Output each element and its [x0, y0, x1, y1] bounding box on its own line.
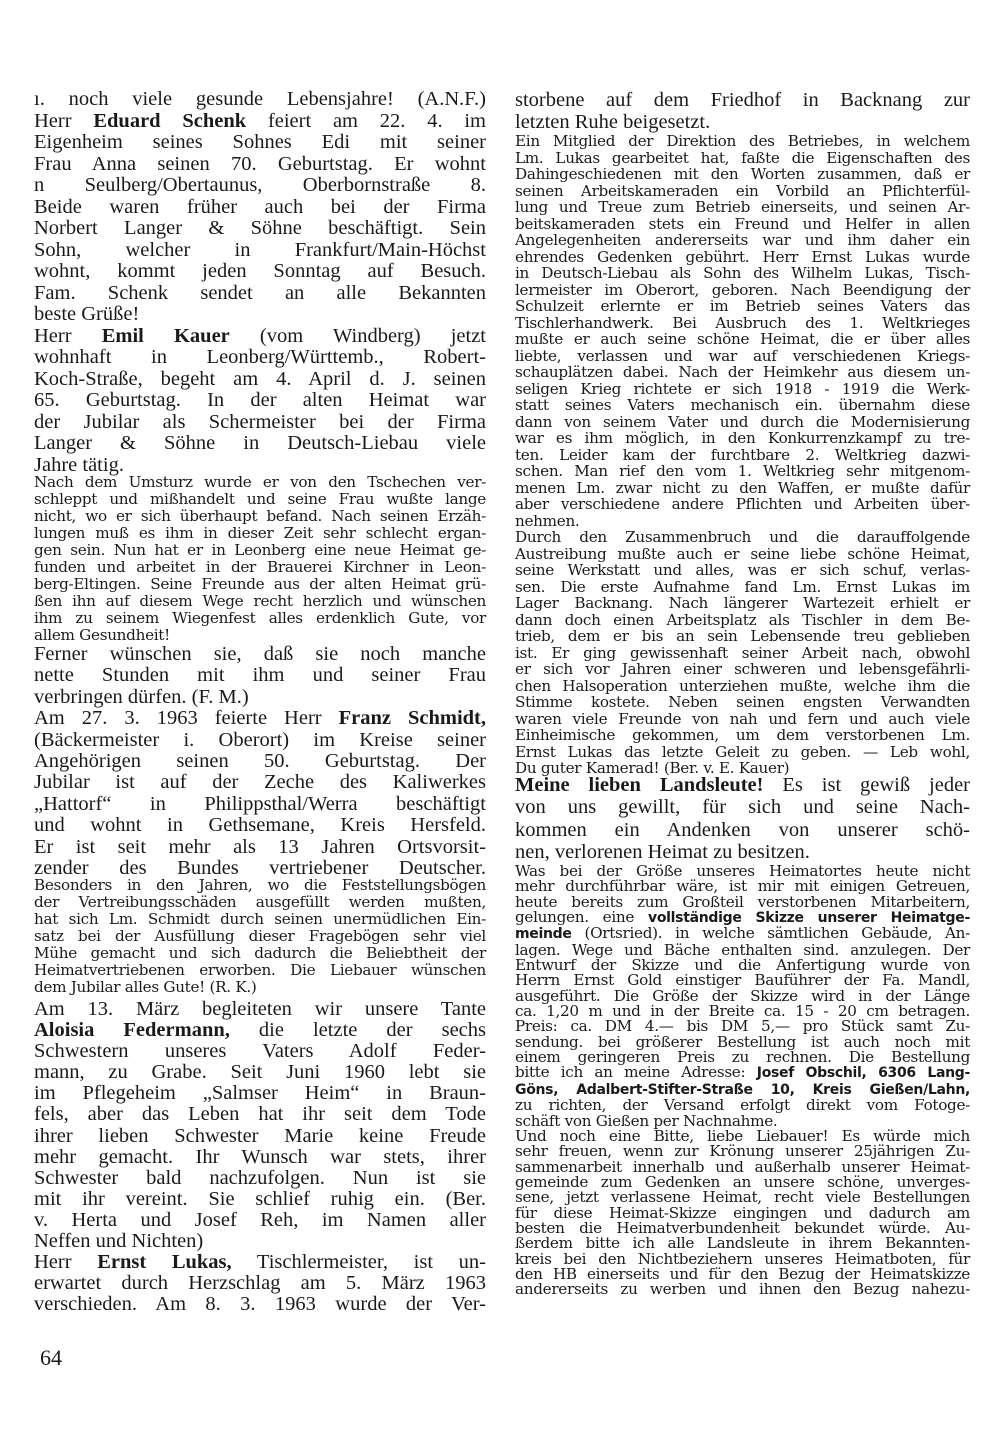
- text-run: Koch-Straße, begeht am 4. April d. J. seinen: [34, 367, 486, 390]
- text-run: Er ist seit mehr als 13 Jahren Ortsvorsit-: [34, 835, 486, 858]
- text-run: Schwester bald nachzufolgen. Nun ist sie: [34, 1166, 486, 1189]
- article-text-col1: [34, 999, 486, 1315]
- text-line: [34, 794, 486, 815]
- text-run: Lager Backnang. Nach längerer Wartezeit erhielt er: [515, 594, 970, 612]
- text-run: lermeister im Oberort, geboren. Nach Beendigung der: [515, 280, 970, 299]
- text-run: schleppt und mißhandelt und seine Frau wußte lange: [34, 490, 486, 508]
- text-line: [515, 463, 970, 480]
- text-run: verbringen dürfen. (F. M.): [34, 685, 249, 708]
- text-run: dann doch einen Arbeitsplatz als Tischler in dem Be-: [515, 610, 970, 629]
- text-line: [515, 199, 970, 216]
- text-run: er sich vor Jahren einer schweren und lebensgefährli-: [515, 660, 970, 678]
- text-line: [34, 730, 486, 751]
- text-run: aber verschiedene andere Pflichten und Arbeiten über-: [515, 495, 970, 513]
- article-smallprint-col1: [34, 474, 486, 644]
- text-run: Angehörigen seinen 50. Geburtstag. Der: [34, 750, 486, 773]
- text-line: [515, 529, 970, 546]
- text-line: [515, 381, 970, 398]
- text-line: [34, 999, 486, 1020]
- text-line: [34, 894, 486, 911]
- text-line: [515, 480, 970, 497]
- text-run: Tischlermeister, ist un-: [231, 1251, 486, 1274]
- text-run: mehr gemacht. Ihr Wunsch war stets, ihrer: [34, 1145, 486, 1168]
- text-line: [34, 945, 486, 962]
- text-run: Norbert Langer & Söhne beschäftigt. Sein: [34, 217, 486, 239]
- text-run: Jahre tätig.: [34, 453, 124, 476]
- bold-text-run: Göns, Adalbert-Stifter-Straße 10, Kreis Gießen/Lahn,: [515, 1081, 970, 1098]
- text-line: [34, 175, 486, 197]
- text-line: [34, 89, 486, 111]
- article-text-col2: [515, 774, 970, 863]
- text-run: Ein Mitglied der Direktion des Betriebes, in welchem: [515, 132, 970, 150]
- text-line: [34, 197, 486, 219]
- text-run: im Pflegeheim „Salmser Heim“ in Braun-: [34, 1082, 486, 1105]
- text-run: Herrn Ernst Gold einstiger Bauführer der Fa. Mandl,: [515, 971, 970, 990]
- text-run: v. Herta und Josef Reh, im Namen aller: [34, 1208, 486, 1231]
- text-run: beitskameraden stets ein Freund und Helfer in allen: [515, 214, 970, 233]
- text-line: [34, 390, 486, 412]
- text-run: Herr: [34, 109, 94, 132]
- text-line: [515, 216, 970, 233]
- text-line: [515, 744, 970, 761]
- text-line: [34, 815, 486, 836]
- text-line: [515, 111, 970, 133]
- text-line: [515, 133, 970, 150]
- text-run: Herr: [34, 1251, 98, 1274]
- article-text-col1: [34, 89, 486, 476]
- text-run: Beide waren früher auch bei der Firma: [34, 195, 486, 218]
- text-run: schen. Man rief den vom 1. Weltkrieg sehr mitgenom-: [515, 462, 970, 480]
- text-run: nen, verlorenen Heimat zu besitzen.: [515, 840, 810, 863]
- text-line: [34, 474, 486, 491]
- text-line: [515, 595, 970, 612]
- text-run: Was bei der Größe unseres Heimatortes heute nicht: [515, 862, 970, 880]
- text-run: Durch den Zusammenbruch und die darauffolgende: [515, 528, 970, 546]
- text-run: schäft von Gießen per Nachnahme.: [515, 1111, 778, 1130]
- text-run: seinen Arbeitskameraden ein Vorbild an Pflichterfül-: [515, 181, 970, 200]
- text-run: Schwestern unseres Vaters Adolf Feder-: [34, 1040, 486, 1063]
- text-line: [515, 364, 970, 381]
- text-run: Einheimische gekommen, um dem verstorbenen Lm.: [515, 726, 970, 744]
- text-line: [34, 593, 486, 610]
- text-line: [34, 911, 486, 928]
- text-run: ausgeführt. Die Größe der Skizze wird in der Länge: [515, 986, 970, 1005]
- text-run: gen sein. Nun hat er in Leonberg eine neue Heimat ge-: [34, 541, 486, 559]
- text-run: ca. 1,20 m und in der Breite ca. 15 - 20 cm betragen.: [515, 1002, 970, 1021]
- text-run: mann, zu Grabe. Seit Juni 1960 lebt sie: [34, 1061, 486, 1084]
- text-run: seine Werkstatt und alles, was er sich schuf, verlas-: [515, 561, 970, 579]
- text-run: der Jubilar als Schermeister bei der Firma: [34, 410, 486, 433]
- text-line: [34, 1126, 486, 1147]
- text-run: war es ihm möglich, in den Konkurrenzkampf zu tre-: [515, 429, 970, 447]
- text-line: [515, 265, 970, 282]
- bold-text-run: Ernst Lukas,: [97, 1251, 232, 1274]
- text-run: Am 27. 3. 1963 feierte Herr: [34, 707, 339, 730]
- text-run: der Vertreibungsschäden ausgefüllt werden mußten,: [34, 893, 486, 911]
- text-run: Am 13. März begleiteten wir unsere Tante: [34, 998, 486, 1020]
- text-line: [34, 979, 486, 996]
- text-line: [515, 727, 970, 744]
- text-run: von uns gewillt, für sich und seine Nach-: [515, 796, 970, 819]
- text-run: n Seulberg/Obertaunus, Oberbornstraße 8.: [34, 174, 486, 196]
- text-run: Nach dem Umsturz wurde er von den Tschechen ver-: [34, 473, 486, 491]
- text-line: [515, 774, 970, 796]
- text-run: ßerdem bitte ich alle Landsleute in ihrem Bekannten-: [515, 1234, 970, 1253]
- text-run: Herr: [34, 324, 102, 347]
- text-line: [515, 232, 970, 249]
- text-line: [34, 1294, 486, 1315]
- text-run: hat sich Lm. Schmidt durch seinen unermüdlichen Ein-: [34, 910, 486, 928]
- text-run: kommen ein Andenken von unserer schö-: [515, 818, 970, 841]
- text-run: bitte ich an meine Adresse:: [515, 1063, 757, 1082]
- text-line: [34, 1104, 486, 1125]
- text-run: lungen muß es ihm in dieser Zeit sehr schlecht ergan-: [34, 524, 486, 542]
- text-run: sene, jetzt verlassene Heimat, recht viele Bestellungen: [515, 1188, 970, 1207]
- text-run: sammenarbeit innerhalb und außerhalb unserer Heimat-: [515, 1157, 970, 1176]
- bold-text-run: Aloisia Federmann,: [34, 1019, 230, 1042]
- text-run: letzten Ruhe beigesetzt.: [515, 111, 711, 133]
- text-line: [515, 1065, 970, 1081]
- article-smallprint-col1: [34, 877, 486, 996]
- text-run: ehrendes Gedenken gebührt. Herr Ernst Lukas wurde: [515, 247, 970, 266]
- text-run: Lm. Lukas gearbeitet hat, faßte die Eigenschaften des: [515, 148, 970, 167]
- text-line: [34, 1062, 486, 1083]
- text-run: allem Gesundheit!: [34, 626, 170, 644]
- article-text-col1: [34, 644, 486, 879]
- text-run: feiert am 22. 4. im: [246, 109, 486, 132]
- text-run: Fam. Schenk sendet an alle Bekannten: [34, 281, 486, 304]
- text-run: dann von seinem Vater und durch die Modernisierung: [515, 412, 970, 431]
- text-run: mehr durchführbar wäre, ist mir mit einigen Getreuen,: [515, 877, 970, 896]
- text-run: ihrer lieben Schwester Marie keine Freude: [34, 1124, 486, 1147]
- text-line: [34, 326, 486, 348]
- text-run: besten die Heimatverbundenheit bekundet würde. Au-: [515, 1218, 970, 1237]
- text-line: [34, 1147, 486, 1168]
- text-line: [515, 661, 970, 678]
- text-run: ı. noch viele gesunde Lebensjahre! (A.N.F.): [34, 88, 486, 110]
- text-run: Besonders in den Jahren, wo die Feststellungsbögen: [34, 876, 486, 894]
- text-line: [515, 430, 970, 447]
- text-line: [515, 678, 970, 695]
- text-line: [515, 562, 970, 579]
- text-line: [34, 369, 486, 391]
- text-line: [34, 1041, 486, 1062]
- text-run: Tischlerhandwerk. Bei Ausbruch des 1. Weltkrieges: [515, 313, 970, 332]
- text-line: [515, 166, 970, 183]
- text-run: den HB einerseits und für den Bezug der Heimatskizze: [515, 1264, 970, 1283]
- text-line: [34, 1168, 486, 1189]
- text-line: [34, 928, 486, 945]
- text-run: gelungen. eine: [515, 908, 649, 927]
- text-run: Ferner wünschen sie, daß sie noch manche: [34, 643, 486, 665]
- article-smallprint-col2: [515, 133, 970, 777]
- text-line: [515, 841, 970, 863]
- text-line: [34, 644, 486, 665]
- text-line: [515, 579, 970, 596]
- text-run: statt seines Vaters mechanisch ein. übernahm diese: [515, 396, 970, 414]
- text-run: Du guter Kamerad! (Ber. v. E. Kauer): [515, 759, 790, 777]
- text-run: verschieden. Am 8. 3. 1963 wurde der Ver-: [34, 1293, 486, 1316]
- text-line: [515, 819, 970, 841]
- text-run: Stimme kostete. Neben seinen engsten Verwandten: [515, 693, 970, 711]
- text-line: [34, 283, 486, 305]
- text-run: Entwurf der Skizze und die Anfertigung wurde von: [515, 956, 970, 975]
- text-run: zu richten, der Versand erfolgt direkt vom Fotoge-: [515, 1096, 970, 1115]
- text-line: [515, 348, 970, 365]
- text-run: liebte, verlassen und war auf verschiedenen Kriegs-: [515, 346, 970, 365]
- text-line: [515, 331, 970, 348]
- text-run: Schulzeit erlernte er im Betrieb seines Vaters das: [515, 297, 970, 315]
- text-line: [515, 612, 970, 629]
- text-line: [34, 962, 486, 979]
- text-run: schauplätzen dabei. Nach der Heimkehr aus diesem un-: [515, 363, 970, 381]
- text-run: beste Grüße!: [34, 303, 140, 325]
- text-run: ihm zu seinem Wiegenfest alles erdenklich Gute, vor: [34, 609, 486, 627]
- text-line: [34, 218, 486, 240]
- text-run: die letzte der sechs: [229, 1019, 486, 1042]
- text-run: sen. Die erste Aufnahme fand Lm. Ernst Lukas im: [515, 577, 970, 596]
- text-line: [34, 412, 486, 434]
- text-run: ßen ihn auf diesem Wege recht herzlich und wünschen: [34, 592, 486, 610]
- text-run: dem Jubilar alles Gute! (R. K.): [34, 978, 257, 996]
- text-line: [34, 1231, 486, 1252]
- text-run: (Ortsried). in welche sämtlichen Gebäude, An-: [571, 924, 970, 943]
- text-line: [515, 414, 970, 431]
- bold-text-run: Meine lieben Landsleute!: [515, 774, 764, 796]
- text-line: [34, 772, 486, 793]
- bold-text-run: vollständige Skizze unserer Heimatge-: [648, 910, 970, 927]
- text-line: [34, 1083, 486, 1104]
- text-line: [34, 1020, 486, 1041]
- text-run: wohnhaft in Leonberg/Württemb., Robert-: [34, 346, 486, 368]
- text-line: [515, 1282, 970, 1297]
- text-run: Langer & Söhne in Deutsch-Liebau viele: [34, 432, 486, 454]
- text-line: [515, 282, 970, 299]
- text-run: chen Halsoperation unterziehen mußte, welche ihm die: [515, 676, 970, 695]
- article-text-col2: [515, 89, 970, 133]
- text-run: gemeinde zum Gedenken an unsere schöne, unverges-: [515, 1172, 970, 1191]
- text-line: [515, 513, 970, 530]
- text-line: [34, 559, 486, 576]
- text-run: (vom Windberg) jetzt: [229, 324, 486, 347]
- text-run: Angelegenheiten andererseits war und ihm daher ein: [515, 231, 970, 249]
- text-line: [34, 708, 486, 729]
- text-run: Dahingeschiedenen mit den Worten zusammen, daß er: [515, 165, 970, 183]
- text-run: Mühe gemacht und sich dadurch die Beliebtheit der: [34, 944, 486, 962]
- text-line: [515, 546, 970, 563]
- text-line: [34, 576, 486, 593]
- text-run: sehr freuen, wenn zur Krönung unserer 25jährigen Zu-: [515, 1142, 970, 1161]
- text-run: Ernst Lukas das letzte Geleit zu geben. — Leb wohl,: [515, 742, 970, 761]
- text-run: „Hattorf“ in Philippsthal/Werra beschäftigt: [34, 792, 486, 815]
- page-number: 64: [40, 1345, 62, 1370]
- text-run: Jubilar ist auf der Zeche des Kaliwerkes: [34, 771, 486, 794]
- text-line: [34, 347, 486, 369]
- bold-text-run: Josef Obschil, 6306 Lang-: [756, 1065, 970, 1082]
- text-line: [34, 240, 486, 262]
- text-run: wohnt, kommt jeden Sonntag auf Besuch.: [34, 260, 486, 282]
- text-run: satz bei der Ausfüllung dieser Fragebögen sehr viel: [34, 927, 486, 945]
- text-line: [34, 132, 486, 154]
- text-line: [34, 837, 486, 858]
- text-run: heute bereits zum Großteil verstorbenen Mitarbeitern,: [515, 892, 970, 911]
- text-run: und wohnt in Gethsemane, Kreis Hersfeld.: [34, 814, 486, 837]
- text-run: (Bäckermeister i. Oberort) im Kreise seiner: [34, 728, 486, 751]
- text-run: waren viele Freunde von nah und fern und auch viele: [515, 709, 970, 728]
- text-line: [515, 496, 970, 513]
- text-run: sendung. bei größerer Bestellung ist auch noch mit: [515, 1032, 970, 1051]
- text-line: [34, 111, 486, 133]
- text-run: trieb, dem er bis an sein Lebensende treu geblieben: [515, 627, 970, 645]
- text-run: mußte er auch seine schöne Heimat, die er über alles: [515, 330, 970, 348]
- text-line: [515, 694, 970, 711]
- text-line: [515, 249, 970, 266]
- text-line: [515, 397, 970, 414]
- text-line: [515, 150, 970, 167]
- text-run: Frau Anna seinen 70. Geburtstag. Er wohnt: [34, 152, 486, 175]
- text-run: nette Stunden mit ihm und seiner Frau: [34, 664, 486, 687]
- text-run: Austreibung mußte auch er seine liebe schöne Heimat,: [515, 544, 970, 563]
- text-run: 65. Geburtstag. In der alten Heimat war: [34, 389, 486, 411]
- text-run: zender des Bundes vertriebener Deutscher.: [34, 857, 486, 880]
- text-run: fels, aber das Leben hat ihr seit dem Tode: [34, 1103, 486, 1126]
- text-line: [34, 304, 486, 326]
- text-line: [34, 627, 486, 644]
- text-line: [515, 315, 970, 332]
- text-line: [515, 298, 970, 315]
- text-line: [34, 610, 486, 627]
- text-run: erwartet durch Herzschlag am 5. März 1963: [34, 1272, 486, 1295]
- text-run: Preis: ca. DM 4.— bis DM 5,— pro Stück samt Zu-: [515, 1017, 970, 1036]
- article-smallprint-col2: [515, 864, 970, 1298]
- bold-text-run: meinde: [515, 926, 572, 943]
- text-run: menen Lm. zwar nicht zu den Waffen, er mußte dafür: [515, 478, 970, 497]
- text-run: Neffen und Nichten): [34, 1230, 204, 1253]
- text-line: [34, 1189, 486, 1210]
- text-run: Es ist gewiß jeder: [763, 774, 970, 796]
- text-line: [515, 645, 970, 662]
- text-line: [34, 433, 486, 455]
- text-run: kreis bei den Nichtbeziehern unseres Heimatboten, für: [515, 1249, 970, 1268]
- text-run: funden und arbeitet in der Brauerei Kirchner in Leon-: [34, 558, 486, 576]
- text-run: einem geringeren Preis zu rechnen. Die Bestellung: [515, 1048, 970, 1067]
- text-run: mit ihr vereint. Sie schlief ruhig ein. (Ber.: [34, 1187, 486, 1210]
- text-run: lagen. Wege und Bäche enthalten sind. anzulegen. Der: [515, 940, 970, 959]
- text-line: [34, 542, 486, 559]
- text-line: [34, 877, 486, 894]
- text-line: [34, 1210, 486, 1231]
- text-line: [34, 665, 486, 686]
- text-run: andererseits zu werben und ihnen den Bezug nahezu-: [515, 1280, 970, 1299]
- bold-text-run: Franz Schmidt,: [338, 707, 486, 730]
- bold-text-run: Eduard Schenk: [93, 109, 247, 132]
- text-run: Und noch eine Bitte, liebe Liebauer! Es würde mich: [515, 1126, 970, 1145]
- text-run: für diese Heimat-Skizze eingingen und dadurch am: [515, 1203, 970, 1222]
- text-run: nicht, wo er sich überhaupt befand. Nach seinen Erzäh-: [34, 507, 486, 525]
- text-run: Heimatvertriebenen erworben. Die Liebauer wünschen: [34, 961, 486, 979]
- text-line: [515, 183, 970, 200]
- text-run: lung und Treue zum Betrieb einerseits, und seinen Ar-: [515, 198, 970, 216]
- text-run: seligen Krieg richtete er sich 1918 - 1919 die Werk-: [515, 379, 970, 398]
- text-line: [34, 491, 486, 508]
- bold-text-run: Emil Kauer: [101, 324, 230, 347]
- text-line: [34, 1252, 486, 1273]
- text-line: [34, 154, 486, 176]
- text-line: [34, 1273, 486, 1294]
- text-run: storbene auf dem Friedhof in Backnang zur: [515, 89, 970, 111]
- text-line: [515, 447, 970, 464]
- text-run: Sohn, welcher in Frankfurt/Main-Höchst: [34, 238, 486, 261]
- text-run: in Deutsch-Liebau als Sohn des Wilhelm Lukas, Tisch-: [515, 264, 970, 282]
- text-run: Eigenheim seines Sohnes Edi mit seiner: [34, 131, 486, 153]
- text-run: berg-Eltingen. Seine Freunde aus der alten Heimat grü-: [34, 575, 486, 593]
- text-line: [515, 796, 970, 818]
- text-line: [34, 525, 486, 542]
- text-line: [515, 711, 970, 728]
- text-line: [34, 687, 486, 708]
- text-run: ten. Leider kam der furchtbare 2. Weltkrieg dazwi-: [515, 445, 970, 464]
- text-line: [515, 628, 970, 645]
- text-run: ist. Er ging gewissenhaft seiner Arbeit nach, obwohl: [515, 643, 970, 662]
- text-run: nehmen.: [515, 511, 580, 530]
- text-line: [34, 261, 486, 283]
- text-line: [34, 508, 486, 525]
- text-line: [515, 89, 970, 111]
- text-line: [34, 751, 486, 772]
